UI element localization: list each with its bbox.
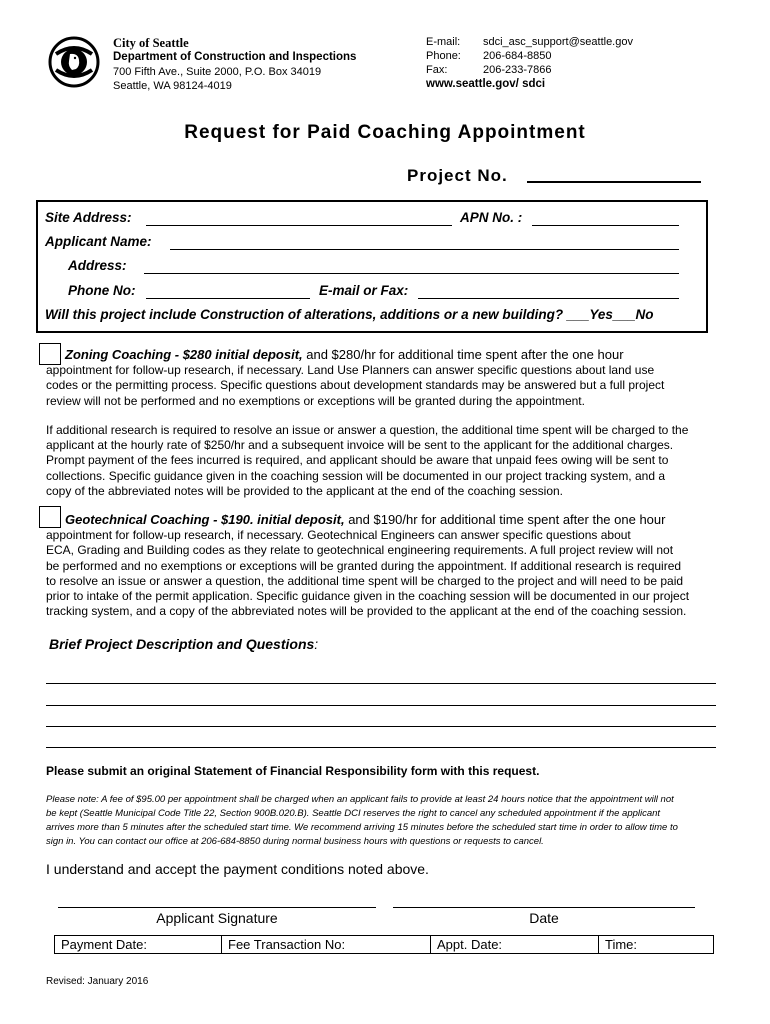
phone-field[interactable] (146, 298, 310, 299)
appt-date-cell[interactable]: Appt. Date: (431, 936, 599, 954)
email-value: sdci_asc_support@seattle.gov (483, 36, 633, 48)
construction-question: Will this project include Construction of alterations, additions or a new building? ___Yes___No (45, 307, 654, 322)
zoning-p2-line-2: applicant at the hourly rate of $250/hr and a subsequent invoice will be sent to the applicant for the additional charges. (46, 438, 674, 453)
zoning-p2-line-5: copy of the abbreviated notes will be provided to the applicant at the end of the coaching session. (46, 483, 564, 498)
description-line-4[interactable] (46, 747, 716, 748)
description-line-2[interactable] (46, 705, 716, 706)
org-name: City of Seattle (113, 36, 189, 50)
city-seal-logo (48, 36, 100, 88)
phone-label: Phone: (426, 50, 461, 62)
geotech-line-2: appointment for follow-up research, if necessary. Geotechnical Engineers can answer specific questions about (46, 528, 631, 543)
site-address-field[interactable] (146, 225, 452, 226)
accept-statement: I understand and accept the payment conditions noted above. (46, 861, 429, 877)
city-seal-icon (48, 36, 100, 88)
description-line-3[interactable] (46, 726, 716, 727)
fax-label: Fax: (426, 64, 448, 76)
payment-date-cell[interactable]: Payment Date: (55, 936, 222, 954)
phone-label-field: Phone No: (68, 283, 136, 298)
zoning-lead: Zoning Coaching - $280 initial deposit, (65, 347, 303, 362)
address-line-2: Seattle, WA 98124-4019 (113, 80, 232, 92)
fee-transaction-cell[interactable]: Fee Transaction No: (222, 936, 431, 954)
zoning-section (46, 347, 736, 409)
fax-value: 206-233-7866 (483, 64, 552, 76)
time-cell[interactable]: Time: (599, 936, 714, 954)
project-no-label: Project No. (407, 166, 508, 185)
zoning-lead-rest: and $280/hr for additional time spent after the one hour (302, 347, 624, 362)
address-field[interactable] (144, 273, 679, 274)
page-title: Request for Paid Coaching Appointment (184, 122, 586, 143)
email-fax-field[interactable] (418, 298, 679, 299)
project-no-field[interactable] (527, 181, 701, 183)
fee-note (46, 793, 736, 849)
geotech-line-3: ECA, Grading and Building codes as they relate to geotechnical engineering requirements. A full project review will not (46, 543, 674, 558)
zoning-research-paragraph (46, 423, 736, 499)
description-title-colon: : (314, 636, 319, 652)
fee-note-line-1: Please note: A fee of $95.00 per appointment shall be charged when an applicant fails to provide at least 24 hours notice that the appointment will not (46, 794, 674, 805)
geotech-section (46, 512, 736, 619)
description-title (49, 636, 318, 652)
applicant-name-label: Applicant Name: (45, 234, 152, 249)
description-line-1[interactable] (46, 683, 716, 684)
geotech-line-5: to resolve an issue or answer a question, the additional time spent will be charged to the project and will need to be paid (46, 573, 684, 588)
geotech-line-4: be performed and no exemptions or exceptions will be granted during the appointment. If additional research is required (46, 558, 682, 573)
zoning-p2-line-4: collections. Specific guidance given in the coaching session will be documented in our project tracking system, and a (46, 468, 666, 483)
submit-note: Please submit an original Statement of Financial Responsibility form with this request. (46, 764, 540, 778)
signature-field[interactable] (58, 907, 376, 908)
fee-note-line-3: arrives more than 5 minutes after the scheduled start time. We recommend arriving 15 minutes before the scheduled start time in order to allow time to (46, 822, 678, 833)
address-label: Address: (68, 258, 127, 273)
zoning-p2-line-1: If additional research is required to resolve an issue or answer a question, the additional time spent will be charged to the (46, 423, 689, 437)
date-field[interactable] (393, 907, 695, 908)
phone-value: 206-684-8850 (483, 50, 552, 62)
zoning-line-4: review will not be performed and no exemptions or exceptions will be granted during the appointment. (46, 393, 585, 408)
apn-label: APN No. : (460, 210, 523, 225)
description-title-text: Brief Project Description and Questions (49, 636, 315, 652)
email-label: E-mail: (426, 36, 461, 48)
address-line-1: 700 Fifth Ave., Suite 2000, P.O. Box 34019 (113, 66, 322, 78)
date-label: Date (529, 910, 559, 926)
website: www.seattle.gov/ sdci (426, 78, 546, 90)
email-fax-label: E-mail or Fax: (319, 283, 409, 298)
applicant-name-field[interactable] (170, 249, 679, 250)
zoning-line-3: codes or the permitting process. Specific questions about development standards may be answered but a full project (46, 378, 665, 393)
apn-field[interactable] (532, 225, 679, 226)
zoning-p2-line-3: Prompt payment of the fees incurred is required, and applicant should be aware that unpaid fees owing will be sent to (46, 453, 669, 468)
zoning-line-2: appointment for follow-up research, if necessary. Land Use Planners can answer specific questions about land use (46, 363, 655, 378)
fee-note-line-4: sign in. You can contact our office at 206-684-8850 during normal business hours with questions or requests to cancel. (46, 836, 544, 847)
geotech-line-7: tracking system, and a copy of the abbreviated notes will be provided to the applicant at the end of the coaching session. (46, 604, 687, 619)
geotech-lead-rest: and $190/hr for additional time spent after the one hour (344, 512, 666, 527)
revised-date: Revised: January 2016 (46, 976, 149, 987)
dept-name: Department of Construction and Inspections (113, 51, 357, 63)
payment-table (54, 935, 714, 954)
geotech-lead: Geotechnical Coaching - $190. initial deposit, (65, 512, 345, 527)
signature-label: Applicant Signature (156, 910, 278, 926)
site-address-label: Site Address: (45, 210, 132, 225)
fee-note-line-2: be kept (Seattle Municipal Code Title 22, Section 900B.020.B). Seattle DCI reserves the right to cancel any scheduled appointment if the applicant (46, 808, 661, 819)
geotech-line-6: prior to intake of the permit application. Specific guidance given in the coaching session will be documented in our project (46, 589, 690, 604)
